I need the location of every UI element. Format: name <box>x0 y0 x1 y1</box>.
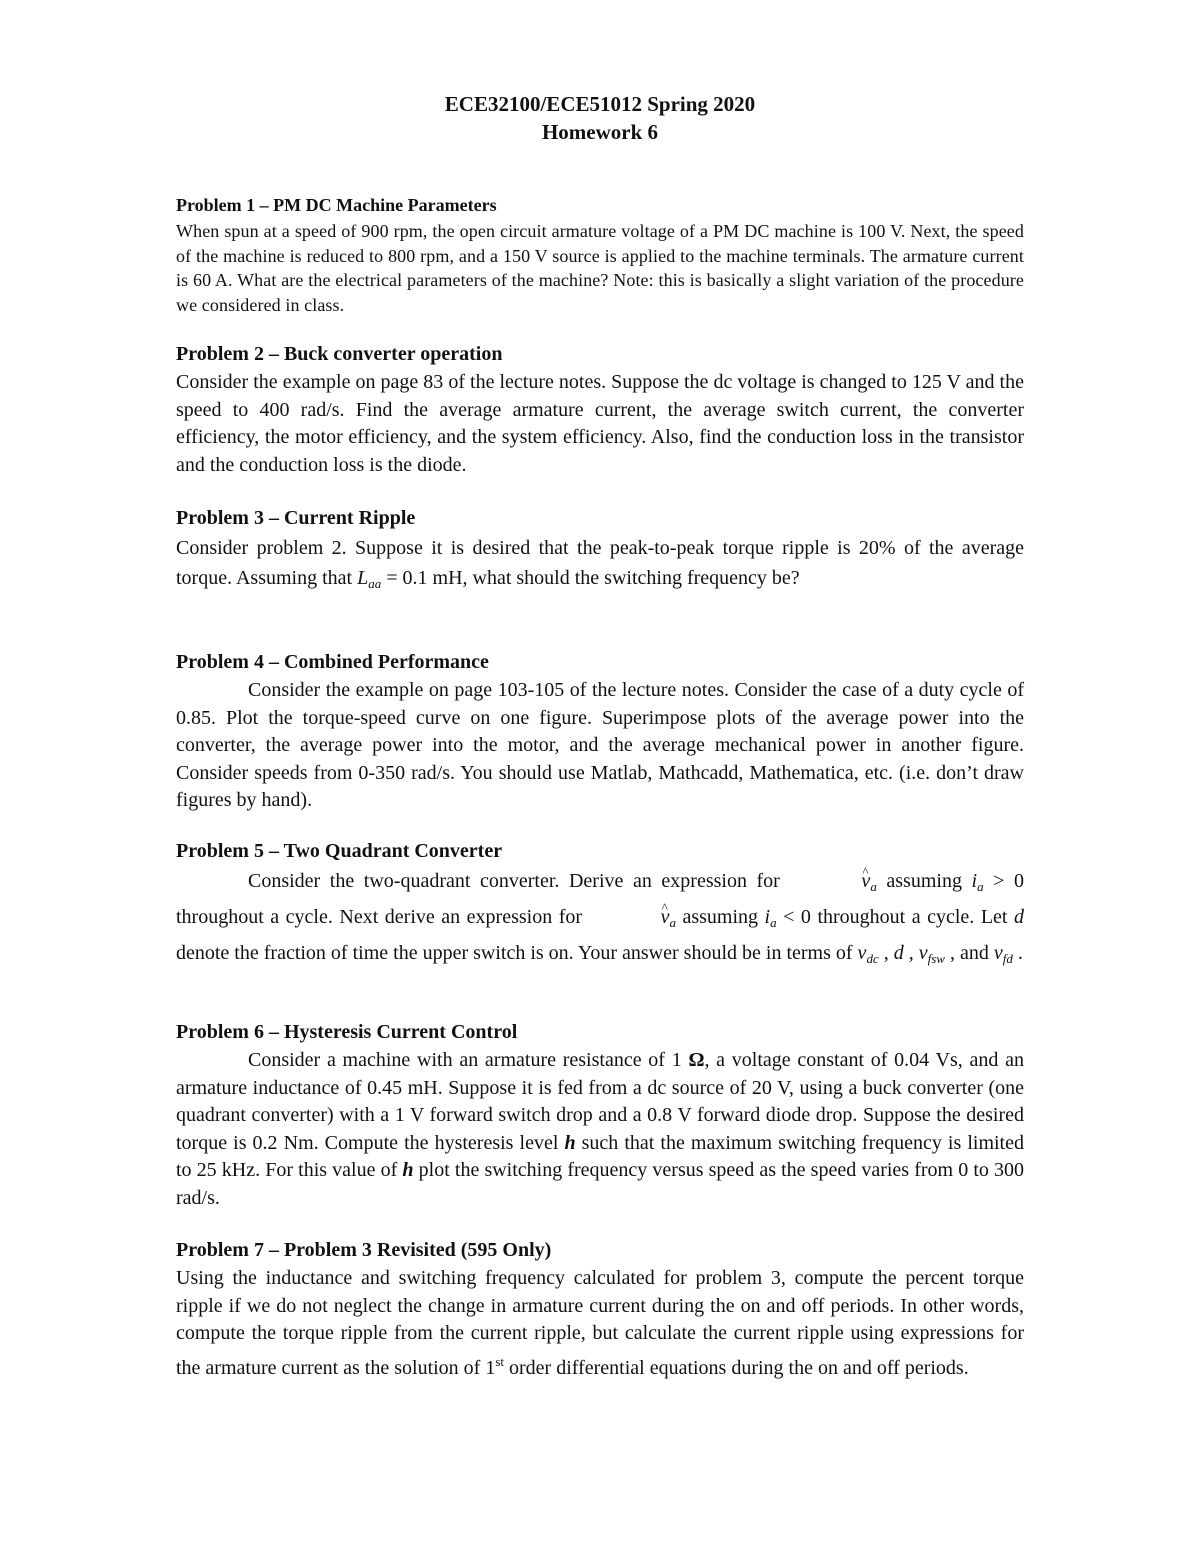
problem-body <box>176 1265 1024 1382</box>
ohm-symbol: Ω <box>688 1049 705 1071</box>
problem-body: When spun at a speed of 900 rpm, the open circuit armature voltage of a PM DC machine is 100 V. Next, the speed of the machine is reduced to 800 rpm, and a 150 V source is applied to the machine terminals. The armature current is 60 A. What are the electrical parameters of the machine? Note: this is basically a slight variation of the procedure we considered in class. <box>176 221 1024 315</box>
body-text: plot the switching frequency versus speed as the speed varies from 0 to 300 rad/s. <box>176 1159 1025 1209</box>
math-v: v <box>857 942 867 964</box>
assignment-title: Homework 6 <box>541 120 659 144</box>
document-title <box>0 90 1200 146</box>
body-text: Consider problem 2. Suppose it is desired that the peak-to-peak torque ripple is 20% of the average torque. Assuming that <box>176 537 1024 589</box>
math-subscript: a <box>870 879 877 894</box>
math-subscript: fd <box>1002 951 1013 966</box>
problem-1 <box>176 193 1024 317</box>
problem-body <box>176 533 1024 599</box>
body-text: , <box>878 942 894 964</box>
math-subscript: dc <box>866 951 879 966</box>
body-text: < 0 throughout a cycle. Let <box>776 906 1014 928</box>
math-subscript: a <box>977 879 984 894</box>
problem-7 <box>176 1237 1024 1382</box>
math-v: v <box>993 942 1003 964</box>
body-text: Consider the two-quadrant converter. Derive an expression for <box>248 870 790 892</box>
body-text: denote the fraction of time the upper switch is on. Your answer should be in terms of <box>176 942 858 964</box>
problem-heading: Problem 1 – PM DC Machine Parameters <box>176 195 497 215</box>
problem-4 <box>176 649 1024 815</box>
body-text: Consider a machine with an armature resistance of 1 <box>248 1049 689 1071</box>
problem-body <box>176 866 1024 974</box>
problem-heading: Problem 6 – Hysteresis Current Control <box>176 1021 518 1043</box>
problem-heading: Problem 5 – Two Quadrant Converter <box>176 840 503 862</box>
math-inductance: L <box>357 567 369 589</box>
body-text: assuming <box>675 906 765 928</box>
body-text: , and <box>944 942 994 964</box>
body-text: , <box>903 942 919 964</box>
math-i: i <box>971 870 978 892</box>
body-text: such that the maximum switching frequency is limited to 25 kHz. For this value of <box>176 1131 1024 1181</box>
body-text: , a voltage constant of 0.04 Vs, and an armature inductance of 0.45 mH. Suppose it is fed from a dc source of 20 V, using a buck converter (one quadrant converter) with a 1 V forward switch drop and a 0.8 V forward diode drop. Suppose the desired torque is 0.2 Nm. Compute the hysteresis level <box>176 1049 1024 1154</box>
problem-body: Consider the example on page 103-105 of the lecture notes. Consider the case of a duty cycle of 0.85. Plot the torque-speed curve on one figure. Superimpose plots of the average power into the converter, the average power into the motor, and the average mechanical power in another figure. Consider speeds from 0-350 rad/s. You should use Matlab, Mathcadd, Mathematica, etc. (i.e. don’t draw figures by hand). <box>176 679 1024 811</box>
problem-body <box>176 1047 1024 1212</box>
math-subscript: a <box>669 915 676 930</box>
ordinal-superscript: st <box>495 1353 505 1369</box>
body-text: order differential equations during the on and off periods. <box>504 1356 969 1379</box>
problem-heading: Problem 3 – Current Ripple <box>176 507 416 529</box>
math-h: h <box>564 1131 576 1154</box>
body-text: assuming <box>876 870 972 892</box>
course-title: ECE32100/ECE51012 Spring 2020 <box>444 92 756 116</box>
body-text: > 0 throughout a cycle. Next derive an expression for <box>176 870 1025 928</box>
math-h: h <box>402 1159 414 1181</box>
math-v: v <box>918 942 928 964</box>
body-text: Using the inductance and switching frequency calculated for problem 3, compute the percent torque ripple if we do not neglect the change in armature current during the on and off periods. In other words, compute the torque ripple from the current ripple, but calculate the current ripple using expressions for the armature current as the solution of 1 <box>176 1267 1024 1379</box>
problem-heading: Problem 4 – Combined Performance <box>176 651 489 673</box>
problem-body: Consider the example on page 83 of the lecture notes. Suppose the dc voltage is changed to 125 V and the speed to 400 rad/s. Find the average armature current, the average switch current, the converter efficiency, the motor efficiency, and the system efficiency. Also, find the conduction loss in the transistor and the conduction loss is the diode. <box>176 371 1024 476</box>
body-text: . <box>1012 942 1023 964</box>
problem-heading: Problem 7 – Problem 3 Revisited (595 Only) <box>176 1239 552 1261</box>
math-v-hat: ^ v <box>589 902 670 933</box>
math-subscript: a <box>770 915 777 930</box>
problem-3 <box>176 505 1024 599</box>
problem-heading: Problem 2 – Buck converter operation <box>176 343 503 365</box>
problem-6 <box>176 1019 1024 1212</box>
math-subscript: aa <box>368 576 382 591</box>
body-text: = 0.1 mH, what should the switching frequency be? <box>381 567 800 589</box>
math-subscript: fsw <box>927 951 945 966</box>
problem-2 <box>176 341 1024 479</box>
math-i: i <box>764 906 771 928</box>
problem-5 <box>176 838 1024 974</box>
math-d: d <box>1014 906 1024 928</box>
math-d: d <box>893 942 904 964</box>
math-v-hat: ^ v <box>789 866 870 897</box>
